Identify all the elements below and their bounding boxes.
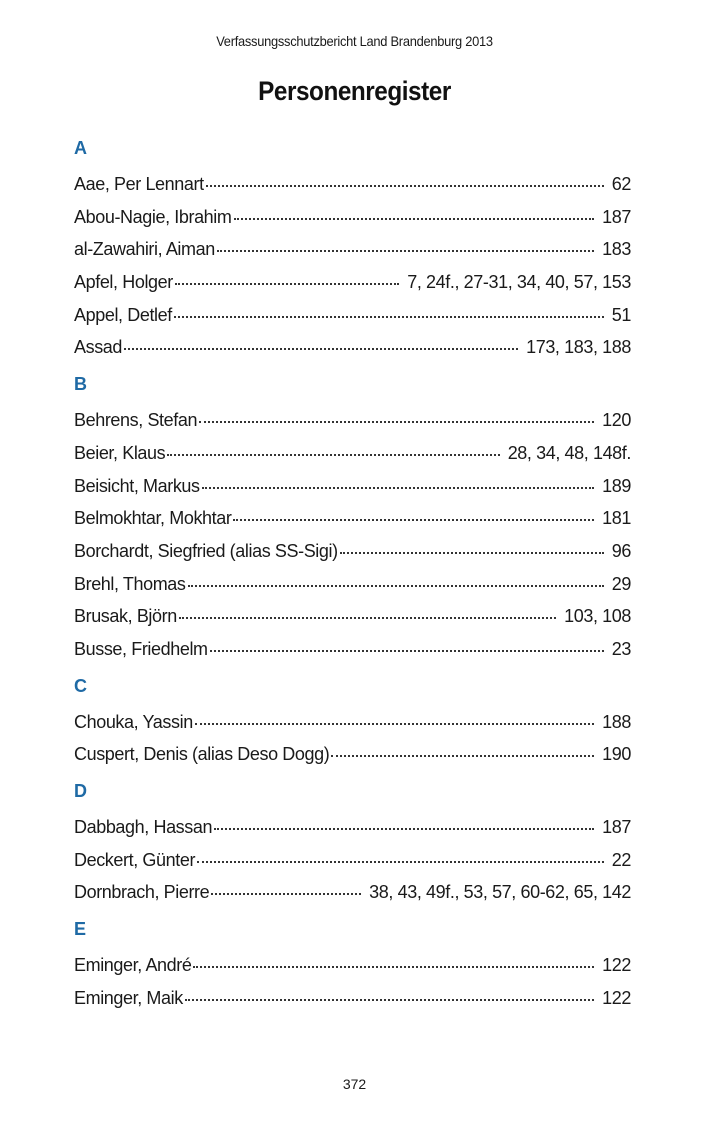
page-number: 372 (342, 1076, 367, 1092)
entry-pages: 188 (602, 711, 631, 732)
dot-leader (188, 585, 604, 587)
entry-name: Borchardt, Siegfried (alias SS-Sigi) (74, 540, 338, 561)
entry-name: Abou-Nagie, Ibrahim (74, 206, 232, 227)
index-section-a (74, 134, 631, 364)
dot-leader (210, 650, 604, 652)
entry-pages: 7, 24f., 27-31, 34, 40, 57, 153 (407, 272, 631, 293)
entry-name: Belmokhtar, Mokhtar (74, 508, 232, 529)
dot-leader (217, 250, 594, 252)
entry-name: Beisicht, Markus (74, 475, 200, 496)
index-entry (74, 233, 631, 266)
dot-leader (206, 185, 604, 187)
section-letter: B (74, 374, 87, 395)
entry-pages: 23 (611, 638, 631, 659)
entry-name: Brehl, Thomas (74, 573, 186, 594)
index-entry (74, 404, 631, 437)
entry-name: Dornbrach, Pierre (74, 882, 210, 903)
entry-pages: 96 (611, 540, 631, 561)
index-entry (74, 470, 631, 503)
index-entry (74, 706, 631, 739)
dot-leader (202, 487, 595, 489)
index-entry (74, 535, 631, 568)
dot-leader (167, 454, 499, 456)
entry-name: Appel, Detlef (74, 304, 172, 325)
section-letter: D (74, 781, 87, 801)
entry-pages: 38, 43, 49f., 53, 57, 60-62, 65, 142 (369, 882, 631, 903)
index-entry (74, 568, 631, 601)
index-entry (74, 600, 631, 633)
dot-leader (124, 348, 518, 350)
index-entry (74, 633, 631, 666)
index-entry (74, 949, 631, 982)
entry-name: Apfel, Holger (74, 272, 173, 293)
entry-pages: 187 (602, 817, 631, 837)
index-entry (74, 876, 631, 909)
section-letter: A (74, 138, 87, 158)
index-entry (74, 331, 631, 364)
index-section-c (74, 672, 631, 771)
dot-leader (199, 421, 594, 423)
dot-leader (174, 316, 604, 318)
entry-name: Aae, Per Lennart (74, 174, 204, 194)
entry-name: Chouka, Yassin (74, 711, 193, 732)
entry-pages: 122 (602, 955, 631, 976)
entry-name: Deckert, Günter (74, 849, 196, 870)
entry-pages: 103, 108 (564, 606, 631, 627)
dot-leader (179, 617, 556, 619)
entry-name: Beier, Klaus (74, 442, 166, 463)
dot-leader (175, 283, 399, 285)
dot-leader (195, 723, 594, 725)
index-entry (74, 168, 631, 201)
entry-name: Eminger, André (74, 955, 192, 976)
dot-leader (233, 519, 594, 521)
section-letter: C (74, 675, 87, 696)
entry-name: Assad (74, 337, 123, 358)
entry-pages: 183 (602, 239, 631, 260)
dot-leader (211, 893, 361, 895)
entry-name: Busse, Friedhelm (74, 638, 208, 659)
entry-pages: 190 (602, 744, 631, 765)
dot-leader (185, 999, 594, 1001)
index-entry (74, 201, 631, 234)
entry-name: Behrens, Stefan (74, 410, 198, 431)
section-letter: E (74, 919, 87, 940)
entry-pages: 51 (611, 304, 631, 325)
entry-pages: 122 (602, 987, 631, 1008)
index-entry (74, 738, 631, 771)
dot-leader (214, 828, 594, 830)
running-header: Verfassungsschutzbericht Land Brandenburg 2013 (216, 33, 493, 49)
entry-name: Dabbagh, Hassan (74, 817, 213, 837)
entry-pages: 189 (602, 475, 631, 496)
entry-name: Cuspert, Denis (alias Deso Dogg) (74, 744, 330, 765)
person-index (74, 132, 631, 1014)
entry-name: al-Zawahiri, Aiman (74, 239, 215, 260)
index-entry (74, 844, 631, 877)
page-title: Personenregister (258, 76, 451, 106)
entry-pages: 187 (602, 206, 631, 227)
entry-pages: 62 (611, 174, 631, 194)
dot-leader (193, 966, 594, 968)
entry-name: Brusak, Björn (74, 606, 177, 627)
index-entry (74, 502, 631, 535)
entry-pages: 29 (611, 573, 631, 594)
index-section-b (74, 370, 631, 666)
dot-leader (340, 552, 604, 554)
dot-leader (234, 218, 595, 220)
dot-leader (197, 861, 604, 863)
entry-pages: 181 (602, 508, 631, 529)
index-entry (74, 811, 631, 844)
entry-pages: 22 (611, 849, 631, 870)
index-section-d (74, 777, 631, 909)
dot-leader (331, 755, 594, 757)
entry-pages: 28, 34, 48, 148f. (507, 442, 631, 463)
index-entry (74, 437, 631, 470)
entry-pages: 173, 183, 188 (526, 337, 631, 358)
index-section-e (74, 915, 631, 1014)
entry-name: Eminger, Maik (74, 987, 183, 1008)
index-entry (74, 982, 631, 1015)
index-entry (74, 299, 631, 332)
index-entry (74, 266, 631, 299)
entry-pages: 120 (602, 410, 631, 431)
